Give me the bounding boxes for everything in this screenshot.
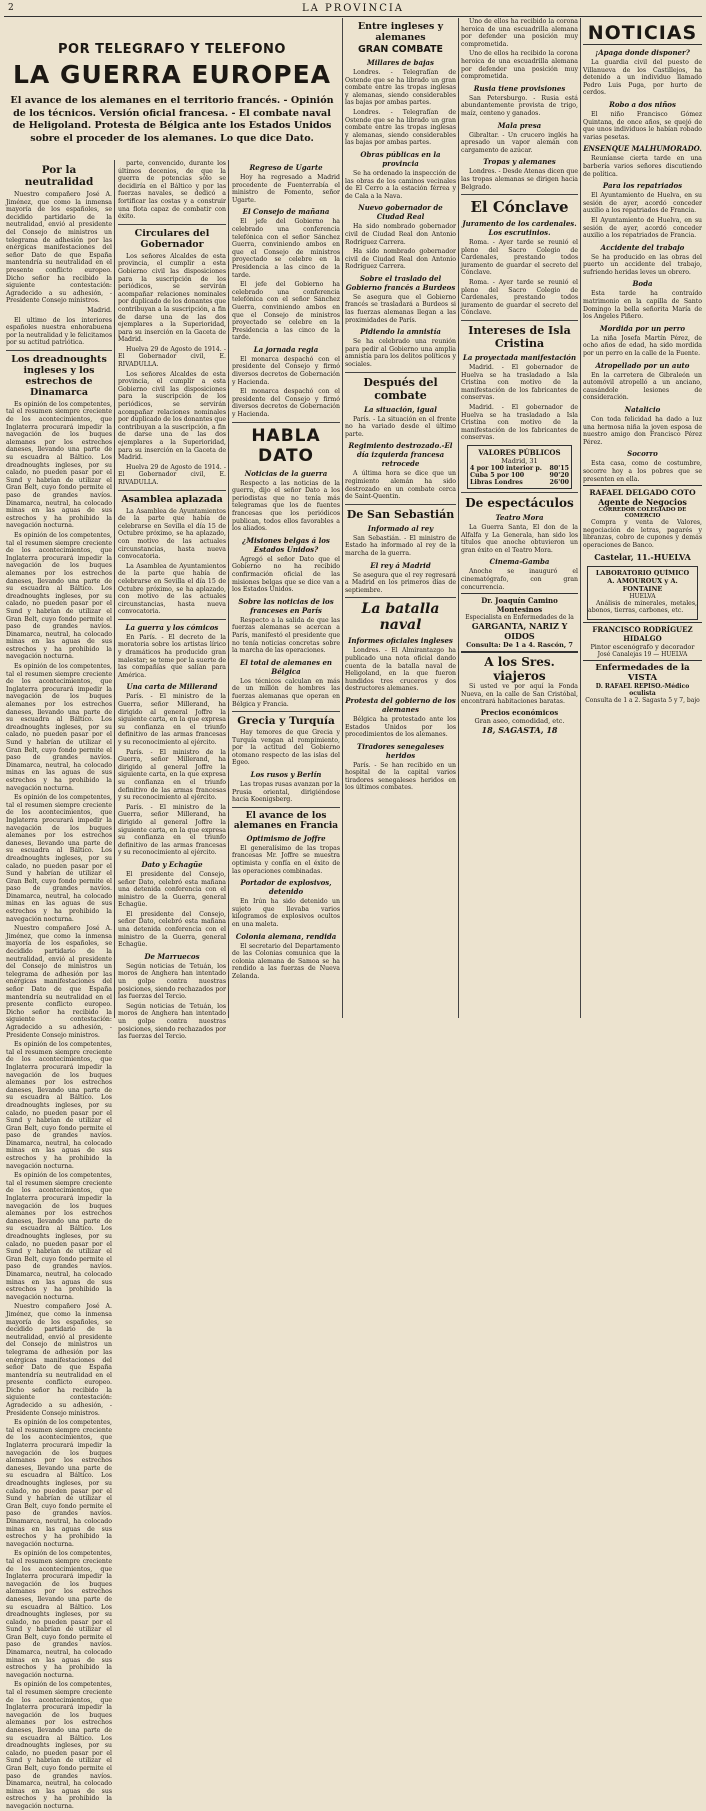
section-heading: Los dreadnoughts ingleses y los estrechos de Dinamarca bbox=[11, 353, 107, 398]
article-body: Es opinión de los competentes, tal el resumen siempre creciente de los acontecimientos, que Inglaterra procurará impedir la navegación de los buques alemanes por los estrechos daneses, llevando una parte de su escuadra al Báltico. Los dreadnoughts ingleses, por su calado, no pueden pasar por el Sund y habrían de utilizar el Gran Belt, cuyo fondo permite el paso de grandes navíos. Dinamarca, neutral, ha colocado minas en las aguas de sus estrechos y ha prohibido la navegación nocturna. bbox=[6, 1550, 112, 1679]
article-body: Anoche se inauguró el cinematógrafo, con gran concurrencia. bbox=[461, 568, 578, 591]
column-rule bbox=[228, 160, 229, 1018]
article-body: El generalísimo de las tropas francesas Mr. Joffre se muestra optimista y confía en el éxito de las operaciones combinadas. bbox=[232, 844, 340, 875]
ad-rafael bbox=[583, 485, 702, 563]
divider bbox=[232, 711, 340, 712]
section-heading: Atropellado por un auto bbox=[595, 360, 690, 370]
quote-label: 4 por 100 interior p. bbox=[470, 464, 542, 472]
article-body: Londres. - El Almirantazgo ha publicado una nota oficial dando cuenta de la batalla naval de Heligoland, en la que fueron hundidos tres cruceros y dos destructores alemanes. bbox=[345, 647, 456, 693]
ad-viajeros-addr: 18, SAGASTA, 18 bbox=[481, 724, 558, 735]
quote-row bbox=[470, 472, 569, 479]
ad-vista bbox=[583, 660, 702, 706]
article-body: Uno de ellos ha recibido la corona heroica de una escuadrilla alemana por defender una posición muy comprometida. bbox=[461, 18, 578, 48]
section-heading: De espectáculos bbox=[465, 495, 574, 510]
column-rule bbox=[114, 160, 115, 1018]
section-heading: La jornada regia bbox=[253, 344, 319, 354]
article-body: París. - El ministro de la Guerra, señor Millerand, ha dirigido al general Joffre la siguiente carta, en la que expresa su confianza en el triunfo definitivo de las armas francesas y su reconocimiento al ejército. bbox=[118, 803, 226, 857]
divider bbox=[345, 504, 456, 505]
section-heading: Informes oficiales ingleses bbox=[348, 636, 453, 646]
ad-rafael-sub: Agente de Negocios bbox=[598, 497, 687, 508]
article-body: La guardia civil del puesto de Villanueva de los Castillejos, ha detenido a un individuo llamado Pedro Luis Puga, por hurto de cerdos. bbox=[583, 59, 702, 97]
article-body: Londres. - Telegrafían de Ostende que se ha librado un gran combate entre las tropas inglesas y alemanas, siendo considerables las bajas por ambas partes. bbox=[345, 69, 456, 107]
article-body: En Irún ha sido detenido un sujeto que llevaba varios kilogramos de explosivos ocultos en una maleta. bbox=[232, 898, 340, 928]
column-4 bbox=[345, 18, 456, 1018]
quote-value: 90'20 bbox=[549, 471, 569, 479]
article-body: Es opinión de los competentes, tal el resumen siempre creciente de los acontecimientos, que Inglaterra procurará impedir la navegación de los buques alemanes por los estrechos daneses, llevando una parte de su escuadra al Báltico. Los dreadnoughts ingleses, por su calado, no pueden pasar por el Sund y habrían de utilizar el Gran Belt, cuyo fondo permite el paso de grandes navíos. Dinamarca, neutral, ha colocado minas en las aguas de sus estrechos y ha prohibido la navegación nocturna. bbox=[6, 400, 112, 530]
column-6 bbox=[583, 18, 702, 1018]
section-heading: De San Sebastián bbox=[346, 507, 455, 521]
article-body: El presidente del Consejo, señor Dato, celebró esta mañana una detenida conferencia con el ministro de la Guerra, general Echagüe. bbox=[118, 870, 226, 909]
article-body: Los técnicos calculan en más de un millón de hombres las fuerzas alemanas que operan en Bélgica y Francia. bbox=[232, 677, 340, 708]
quote-row bbox=[470, 479, 569, 486]
ad-doctor-spec: Especialista en Enfermedades de la bbox=[465, 614, 574, 622]
section-heading: ¡Apaga donde disponer? bbox=[595, 48, 690, 57]
section-heading: El rey á Madrid bbox=[370, 560, 431, 570]
section-heading: ¿Misiones belgas á los Estados Unidos? bbox=[242, 535, 330, 554]
article-body: San Sebastián. - El ministro de Estado ha informado al rey de la marcha de la guerra. bbox=[345, 534, 456, 557]
article-body: El niño Francisco Gómez Quintana, de once años, se quejó de que unos individuos le habían robado varias pesetas. bbox=[583, 110, 702, 141]
article-body: Bélgica ha protestado ante los Estados Unidos por los procedimientos de los alemanes. bbox=[345, 715, 456, 739]
ad-vista-doctor: D. RAFAEL REPISO.-Médico oculista bbox=[595, 682, 690, 697]
ad-doctor-hours: Consulta: De 1 a 4. Rascón, 7 bbox=[466, 641, 573, 650]
article-body: Según noticias de Tetuán, los moros de Anghera han intentado un golpe contra nuestras posiciones, siendo rechazados por las fuerzas del Tercio. bbox=[118, 1002, 226, 1041]
article-body: Es opinión de los competentes, tal el resumen siempre creciente de los acontecimientos, que Inglaterra procurará impedir la navegación de los buques alemanes por los estrechos daneses, llevando una parte de su escuadra al Báltico. Los dreadnoughts ingleses, por su calado, no pueden pasar por el Sund y habrían de utilizar el Gran Belt, cuyo fondo permite el paso de grandes navíos. Dinamarca, neutral, ha colocado minas en las aguas de sus estrechos y ha prohibido la navegación nocturna. bbox=[6, 663, 112, 792]
quotes-place: Madrid, 31 bbox=[501, 456, 538, 465]
section-heading: Los rusos y Berlín bbox=[250, 770, 322, 780]
article-body: Se ha producido en las obras del puerto un accidente del trabajo, sufriendo heridas leves un obrero. bbox=[583, 253, 702, 276]
article-body: Madrid. - El gobernador de Huelva se ha trasladado a Isla Cristina con motivo de la manifestación de los fabricantes de conservas. bbox=[461, 364, 578, 402]
ad-francisco-addr: José Canalejas 19 — HUELVA bbox=[597, 650, 688, 658]
article-body: Agregó el señor Dato que el Gobierno no ha recibido confirmación oficial de las misiones belgas que se dice van a los Estados Unidos. bbox=[232, 555, 340, 594]
article-body: En París. - El decreto de la moratoria sobre los artistas lírico y dramáticos ha producido gran malestar; se teme por la suerte de las compañías que salían para América. bbox=[118, 633, 226, 679]
section-heading: El total de alemanes en Bélgica bbox=[239, 657, 333, 676]
section-heading: Informado al rey bbox=[367, 523, 434, 533]
article-body: París. - El ministro de la Guerra, señor Millerand, ha dirigido al general Joffre la siguiente carta, en la que expresa su confianza en el triunfo definitivo de las armas francesas y su reconocimiento al ejército. bbox=[118, 693, 226, 746]
article-body: París. - La situación en el frente no ha variado desde el último parte. bbox=[345, 415, 456, 438]
article-body: Es opinión de los competentes, tal el resumen siempre creciente de los acontecimientos, que Inglaterra procurará impedir la navegación de los buques alemanes por los estrechos daneses, llevando una parte de su escuadra al Báltico. Los dreadnoughts ingleses, por su calado, no pueden pasar por el Sund y habrían de utilizar el Gran Belt, cuyo fondo permite el paso de grandes navíos. Dinamarca, neutral, ha colocado minas en las aguas de sus estrechos y ha prohibido la navegación nocturna. bbox=[6, 1041, 112, 1170]
article-body: Es opinión de los competentes, tal el resumen siempre creciente de los acontecimientos, que Inglaterra procurará impedir la navegación de los buques alemanes por los estrechos daneses, llevando una parte de su escuadra al Báltico. Los dreadnoughts ingleses, por su calado, no pueden pasar por el Sund y habrían de utilizar el Gran Belt, cuyo fondo permite el paso de grandes navíos. Dinamarca, neutral, ha colocado minas en las aguas de sus estrechos y ha prohibido la navegación nocturna. bbox=[6, 1419, 112, 1548]
section-heading: Grecia y Turquía bbox=[237, 715, 335, 728]
ad-vista-hours: Consulta de 1 a 2. Sagasta 5 y 7, bajo bbox=[585, 696, 700, 704]
article-body: Los señores Alcaldes de esta provincia, el cumplir a esta Gobierno civil las disposiciones para la suscripción de los periódicos, se servirán acompañar relaciones nominales por duplicado de los donantes que contribuyan a la suscripción, a fin de darse una de las dos ejemplares a la Superioridad, para su inserción en la Gaceta de Madrid. bbox=[118, 252, 226, 344]
ad-doctor bbox=[461, 593, 578, 652]
section-heading: Regimiento destrozado.-El día izquierda francesa retrocede bbox=[348, 441, 453, 469]
ad-doctor-spec2: GARGANTA, NARIZ Y OIDOS bbox=[471, 621, 568, 642]
article-date: Huelva 29 de Agosto de 1914. - El Gobernador civil, E. RIVADULLA. bbox=[118, 463, 226, 486]
section-heading: GRAN COMBATE bbox=[357, 44, 444, 55]
article-body: Gibraltar. - Un crucero inglés ha apresado un vapor alemán con cargamento de azúcar. bbox=[461, 131, 578, 154]
section-heading: Boda bbox=[632, 279, 653, 289]
article-body: La niña Josefa Martín Pérez, de ocho años de edad, ha sido mordida por un perro en la calle de la Fuente. bbox=[583, 334, 702, 358]
article-body: Se ha ordenado la inspección de las obras de los caminos vecinales de El Cerro a la estación férrea y de Cala a la Nava. bbox=[345, 169, 456, 200]
article-body: París. - Se han recibido en un hospital de la capital varios tiradores senegaleses heridos en los últimos combates. bbox=[345, 761, 456, 792]
section-heading: Cinema-Gamba bbox=[489, 557, 550, 567]
article-body: El secretario del Departamento de las Colonias comunica que la colonia alemana de Samoa se ha rendido a las fuerzas de Nueva Zelanda. bbox=[232, 942, 340, 980]
article-body: Con toda felicidad ha dado a luz una hermosa niña la joven esposa de nuestro amigo don Francisco Pérez Pérez. bbox=[583, 416, 702, 446]
page-number: 2 bbox=[8, 3, 14, 13]
stock-quotes-box bbox=[467, 445, 572, 489]
article-body: La Guerra Santa, El don de la Alfalfa y La Generala, han sido los títulos que anoche obtuvieron un gran éxito en el Teatro Mora. bbox=[461, 523, 578, 554]
ad-francisco-sub: Pintor escenógrafo y decorador bbox=[590, 642, 695, 651]
article-body: Esta tarde ha contraído matrimonio en la capilla de Santo Domingo la bella señorita María de los Angeles Piñero. bbox=[583, 290, 702, 321]
section-heading: Protesta del gobierno de los alemanes bbox=[345, 695, 456, 714]
section-heading: Portador de explosivos, detenido bbox=[240, 878, 332, 897]
section-heading: Rusia tiene provisiones bbox=[473, 83, 566, 93]
newspaper-title: LA PROVINCIA bbox=[301, 3, 405, 14]
ad-rafael-addr: Castelar, 11.-HUELVA bbox=[594, 551, 691, 562]
ad-viajeros-title: A los Sres. viajeros bbox=[484, 655, 555, 684]
newspaper-page bbox=[4, 2, 702, 1810]
column-rule bbox=[458, 18, 459, 1018]
masthead bbox=[4, 2, 702, 17]
article-body: Es opinión de los competentes, tal el resumen siempre creciente de los acontecimientos, que Inglaterra procurará impedir la navegación de los buques alemanes por los estrechos daneses, llevando una parte de su escuadra al Báltico. Los dreadnoughts ingleses, por su calado, no pueden pasar por el Sund y habrían de utilizar el Gran Belt, cuyo fondo permite el paso de grandes navíos. Dinamarca, neutral, ha colocado minas en las aguas de sus estrechos y ha prohibido la navegación nocturna. bbox=[6, 1681, 112, 1810]
article-body: El jefe del Gobierno ha celebrado una conferencia telefónica con el señor Sánchez Guerra, conviniendo ambos en que el Consejo de ministros proyectado se celebre en la Presidencia a las cinco de la tarde. bbox=[232, 281, 340, 342]
article-body: La Asamblea de Ayuntamientos de la parte que había de celebrarse en Sevilla el día 15 de Octubre próximo, se ha aplazado, con motivo de las actuales circunstancias, hasta nueva convocatoria. bbox=[118, 562, 226, 616]
article-body: Nuestro compañero José A. Jiménez, que como la inmensa mayoría de los españoles, se decidido partidario de la neutralidad, envió al presidente del Consejo de ministros un telegrama de adhesión por las enérgicas manifestaciones del señor Dato de que España mantendría su neutralidad en el presente conflicto europeo. Dicho señor ha recibido la siguiente contestación: Agradecido a su adhesión, - Presidente Consejo ministros. bbox=[6, 191, 112, 305]
lead-story-header bbox=[4, 20, 340, 158]
section-heading: Por la neutralidad bbox=[24, 164, 94, 188]
section-heading: Optimismo de Joffre bbox=[246, 833, 326, 843]
section-heading: Para los repatriados bbox=[602, 181, 683, 191]
divider bbox=[461, 194, 578, 195]
lead-deck: El avance de los alemanes en el territorio francés. - Opinión de los técnicos. Versión oficial francesa. - El combate naval de Heligoland. Protesta de Bélgica ante los Estados Unidos sobre el proceder de los alemanes. Lo que dice Dato. bbox=[10, 95, 334, 144]
section-heading: Mala presa bbox=[497, 120, 542, 130]
article-body: A última hora se dice que un regimiento alemán ha sido destrozado en un combate cerca de Saint-Quentin. bbox=[345, 470, 456, 501]
section-heading: Pidiendo la amnistía bbox=[360, 327, 441, 337]
lead-headline: LA GUERRA EUROPEA bbox=[12, 60, 332, 89]
article-body: Uno de ellos ha recibido la corona heroica de una escuadrilla alemana por defender una posición muy comprometida. bbox=[461, 50, 578, 81]
ad-doctor-name: Dr. Joaquín Camino Montesinos bbox=[481, 596, 558, 615]
article-body: Según noticias de Tetuán, los moros de Anghera han intentado un golpe contra nuestras posiciones, siendo rechazados por las fuerzas del Tercio. bbox=[118, 962, 226, 1001]
divider bbox=[232, 807, 340, 808]
ad-rafael-body: Compra y venta de Valores, negociación de letras, pagarés y libranzas, cobro de cupones y demás operaciones de Banco. bbox=[583, 519, 702, 549]
ad-rafael-sub2: CORREDOR COLEGIADO DE COMERCIO bbox=[598, 507, 687, 520]
article-body: parte, convencido, durante los últimos decenios, de que la guerra de potencias sólo se decidiría en el Báltico y por las fuerzas navales, se dedicó a fortificar las costas y a construir una flota capaz de combatir con éxito. bbox=[118, 160, 226, 221]
section-heading: El avance de los alemanes en Francia bbox=[233, 810, 339, 831]
section-heading: Robo a dos niños bbox=[609, 99, 676, 109]
article-body: Reuníanse cierta tarde en una barbería varios señores discutiendo de política. bbox=[583, 155, 702, 178]
article-body: El monarca despachó con el presidente del Consejo y firmó diversos decretos de Gobernación y Hacienda. bbox=[232, 388, 340, 419]
section-heading: Intereses de Isla Cristina bbox=[468, 324, 571, 351]
section-heading: La proyectada manifestación bbox=[462, 353, 577, 363]
section-heading-large: HABLA DATO bbox=[251, 425, 321, 466]
section-heading: Sobre las noticias de los franceses en París bbox=[238, 596, 334, 615]
section-heading: La guerra y los cómicos bbox=[125, 622, 219, 632]
divider bbox=[118, 490, 226, 491]
article-date: Huelva 29 de Agosto de 1914. - El Gobernador civil, E. RIVADULLA. bbox=[118, 345, 226, 369]
divider bbox=[345, 372, 456, 373]
article-body: El Ayuntamiento de Huelva, en su sesión de ayer, acordó conceder auxilio a los repatriados de Francia. bbox=[583, 216, 702, 240]
ad-francisco-name: FRANCISCO RODRÍGUEZ HIDALGO bbox=[592, 624, 693, 643]
section-heading: Teatro Mora bbox=[495, 512, 544, 522]
article-body: París. - El ministro de la Guerra, señor Millerand, ha dirigido al general Joffre la siguiente carta, en la que expresa su confianza en el triunfo definitivo de las armas francesas y su reconocimiento al ejército. bbox=[118, 748, 226, 802]
article-body: Hoy ha regresado a Madrid procedente de Fuenterrabía el ministro de Fomento, señor Ugarte. bbox=[232, 174, 340, 204]
ad-viajeros-prices: Precios económicos bbox=[480, 707, 559, 717]
column-3 bbox=[232, 160, 340, 1018]
section-heading: Millares de bajas bbox=[366, 58, 434, 67]
quotes-list bbox=[470, 465, 569, 486]
section-heading: Tropas y alemanes bbox=[483, 157, 556, 167]
article-body: Las tropas rusas avanzan por la Prusia oriental, dirigiéndose hacia Koenigsberg. bbox=[232, 781, 340, 804]
section-heading: Colonia alemana, rendida bbox=[235, 931, 337, 941]
divider bbox=[232, 422, 340, 423]
section-heading: Regreso de Ugarte bbox=[249, 163, 323, 172]
ad-viajeros-body: Si usted ve por aquí la Fonda Nueva, en la calle de San Cristóbal, encontrará habitaciones baratas. bbox=[461, 683, 578, 706]
article-body: El jefe del Gobierno ha celebrado una conferencia telefónica con el señor Sánchez Guerra, conviniendo ambos en que el Consejo de ministros proyectado se celebre en la Presidencia a las cinco de la tarde. bbox=[232, 218, 340, 279]
article-body: El ultimo de los interiores españoles nuestra enhorabuena por la neutralidad y le felicitamos por su actitud patriótica. bbox=[6, 316, 112, 347]
section-heading: Mordida por un perro bbox=[599, 323, 686, 333]
article-body: Los señores Alcaldes de esta provincia, el cumplir a esta Gobierno civil las disposiciones para la suscripción de los periódicos, se servirán acompañar relaciones nominales por duplicado de los donantes que contribuyan a la suscripción, a fin de darse una de las dos ejemplares a la Superioridad, para su inserción en la Gaceta de Madrid. bbox=[118, 370, 226, 462]
ad-lab-place: HUELVA bbox=[629, 592, 656, 600]
ad-viajeros bbox=[461, 652, 578, 737]
lead-kicker: POR TELEGRAFO Y TELEFONO bbox=[58, 42, 286, 57]
article-body: Ha sido nombrado gobernador civil de Ciudad Real don Antonio Rodríguez Carrera. bbox=[345, 248, 456, 271]
quote-row bbox=[470, 465, 569, 472]
article-body: Respecto a la salida de que las fuerzas alemanas se acercan a París, manifestó el presidente que no tenía noticias concretas sobre la marcha de las operaciones. bbox=[232, 616, 340, 655]
section-heading: Tiradores senegaleses heridos bbox=[357, 741, 444, 760]
ad-rafael-name: RAFAEL DELGADO COTO bbox=[589, 488, 696, 498]
section-heading: El Consejo de mañana bbox=[242, 207, 330, 217]
section-heading: ENSENQUE MALHUMORADO. bbox=[583, 144, 702, 154]
ad-francisco bbox=[583, 622, 702, 660]
divider bbox=[461, 492, 578, 493]
section-heading-large: El Cónclave bbox=[470, 198, 569, 217]
article-body: Ha sido nombrado gobernador civil de Ciudad Real don Antonio Rodríguez Carrera. bbox=[345, 223, 456, 246]
section-heading: La situación, igual bbox=[364, 404, 437, 414]
section-heading: Dato y Echagüe bbox=[141, 859, 203, 869]
divider bbox=[6, 350, 112, 351]
column-rule bbox=[342, 18, 343, 1018]
divider bbox=[118, 224, 226, 225]
article-body: Se ha celebrado una reunión para pedir al Gobierno una amplia amnistía para los delitos políticos y sociales. bbox=[345, 338, 456, 369]
noticias-title: NOTICIAS bbox=[583, 22, 702, 45]
divider bbox=[461, 320, 578, 321]
section-heading: Noticias de la guerra bbox=[244, 468, 328, 478]
divider bbox=[118, 619, 226, 620]
article-body: Roma. - Ayer tarde se reunió el pleno del Sacro Colegio de Cardenales, prestando todos juramento de guardar el secreto del Cónclave. bbox=[461, 279, 578, 317]
column-rule bbox=[580, 18, 581, 1018]
section-heading: Juramento de los cardenales. Los escrutinios. bbox=[462, 219, 577, 238]
ad-vista-title: Enfermedades de la VISTA bbox=[595, 662, 690, 683]
column-5 bbox=[461, 18, 578, 1018]
article-body: Se asegura que el rey regresará a Madrid en los primeros días de septiembre. bbox=[345, 571, 456, 594]
article-body: Roma. - Ayer tarde se reunió el pleno del Sacro Colegio de Cardenales, prestando todos juramento de guardar el secreto del Cónclave. bbox=[461, 239, 578, 277]
article-body: El presidente del Consejo, señor Dato, celebró esta mañana una detenida conferencia con el ministro de la Guerra, general Echagüe. bbox=[118, 910, 226, 949]
article-body: Se asegura que el Gobierno francés se trasladará a Burdeos si las fuerzas alemanas llegan a las proximidades de París. bbox=[345, 293, 456, 324]
quote-label: Libras Londres bbox=[470, 478, 523, 486]
article-body: Madrid. - El gobernador de Huelva se ha trasladado a Isla Cristina con motivo de la manifestación de los fabricantes de conservas. bbox=[461, 404, 578, 442]
article-body: San Petersburgo. - Rusia está abundantemente provista de trigo, maíz, centeno y ganados. bbox=[461, 94, 578, 117]
article-body: Es opinión de los competentes, tal el resumen siempre creciente de los acontecimientos, que Inglaterra procurará impedir la navegación de los buques alemanes por los estrechos daneses, llevando una parte de su escuadra al Báltico. Los dreadnoughts ingleses, por su calado, no pueden pasar por el Sund y habrían de utilizar el Gran Belt, cuyo fondo permite el paso de grandes navíos. Dinamarca, neutral, ha colocado minas en las aguas de sus estrechos y ha prohibido la navegación nocturna. bbox=[6, 531, 112, 661]
section-heading: Una carta de Millerand bbox=[126, 682, 218, 692]
quotes-title: VALORES PÚBLICOS bbox=[478, 447, 561, 457]
article-body: Nuestro compañero José A. Jiménez, que como la inmensa mayoría de los españoles, se decidido partidario de la neutralidad, envió al presidente del Consejo de ministros un telegrama de adhesión por las enérgicas manifestaciones del señor Dato de que España mantendría su neutralidad en el presente conflicto europeo. Dicho señor ha recibido la siguiente contestación: Agradecido a su adhesión, - Presidente Consejo ministros. bbox=[6, 1303, 112, 1417]
section-heading: Obras públicas en la provincia bbox=[360, 149, 441, 168]
article-body: Londres. - Desde Atenas dicen que las tropas alemanas se dirigen hacia Belgrado. bbox=[461, 168, 578, 191]
section-heading: Circulares del Gobernador bbox=[134, 227, 210, 250]
section-heading-large: La batalla naval bbox=[361, 601, 440, 634]
column-1 bbox=[6, 160, 112, 1810]
section-heading: Asamblea aplazada bbox=[121, 493, 223, 505]
article-body: Hay temores de que Grecia y Turquía vengan al rompimiento, por la actitud del Gobierno otomano respecto de las islas del Egeo. bbox=[232, 729, 340, 767]
section-heading: Socorro bbox=[627, 449, 658, 459]
article-body: El Ayuntamiento de Huelva, en su sesión de ayer, acordó conceder auxilio a los repatriados de Francia. bbox=[583, 192, 702, 215]
ad-lab-body: Análisis de minerales, metales, abonos, tierras, carbones, etc. bbox=[588, 599, 697, 615]
section-heading: Después del combate bbox=[363, 375, 438, 402]
column-2 bbox=[118, 160, 226, 1041]
ad-lab-names: A. AMOUROUX y A. FONTAINE bbox=[607, 576, 678, 593]
section-heading: Nuevo gobernador de Ciudad Real bbox=[358, 203, 443, 222]
article-signature: Madrid. bbox=[87, 306, 112, 314]
article-body: Londres. - Telegrafían de Ostende que se ha librado un gran combate entre las tropas inglesas y alemanas, siendo considerables las bajas por ambas partes. bbox=[345, 108, 456, 147]
article-body: Es opinión de los competentes, tal el resumen siempre creciente de los acontecimientos, que Inglaterra procurará impedir la navegación de los buques alemanes por los estrechos daneses, llevando una parte de su escuadra al Báltico. Los dreadnoughts ingleses, por su calado, no pueden pasar por el Sund y habrían de utilizar el Gran Belt, cuyo fondo permite el paso de grandes navíos. Dinamarca, neutral, ha colocado minas en las aguas de sus estrechos y ha prohibido la navegación nocturna. bbox=[6, 1172, 112, 1301]
quote-value: 26'00 bbox=[549, 478, 569, 486]
ad-lab-title: LABORATORIO QUÍMICO bbox=[595, 568, 690, 577]
article-body: Esta casa, como de costumbre, socorre hoy a los pobres que se presenten en ella. bbox=[583, 460, 702, 483]
divider bbox=[345, 597, 456, 598]
section-heading: Natalicio bbox=[624, 405, 661, 414]
section-heading: Accidente del trabajo bbox=[600, 242, 685, 252]
article-body: Es opinión de los competentes, tal el resumen siempre creciente de los acontecimientos, que Inglaterra procurará impedir la navegación de los buques alemanes por los estrechos daneses, llevando una parte de su escuadra al Báltico. Los dreadnoughts ingleses, por su calado, no pueden pasar por el Sund y habrían de utilizar el Gran Belt, cuyo fondo permite el paso de grandes navíos. Dinamarca, neutral, ha colocado minas en las aguas de sus estrechos y ha prohibido la navegación nocturna. bbox=[6, 794, 112, 923]
quote-label: Cuba 5 por 100 bbox=[470, 471, 525, 479]
ad-viajeros-extra: Gran aseo, comodidad, etc. bbox=[474, 716, 565, 725]
article-body: En la carretera de Gibraleón un automóvil atropelló a un anciano, causándole lesiones de consideración. bbox=[583, 371, 702, 402]
section-heading: De Marruecos bbox=[144, 951, 200, 961]
article-body: La Asamblea de Ayuntamientos de la parte que había de celebrarse en Sevilla el día 15 de Octubre próximo, se ha aplazado, con motivo de las actuales circunstancias, hasta nueva convocatoria. bbox=[118, 507, 226, 561]
article-body: Nuestro compañero José A. Jiménez, que como la inmensa mayoría de los españoles, se decidido partidario de la neutralidad, envió al presidente del Consejo de ministros un telegrama de adhesión por las enérgicas manifestaciones del señor Dato de que España mantendría su neutralidad en el presente conflicto europeo. Dicho señor ha recibido la siguiente contestación: Agradecido a su adhesión, - Presidente Consejo ministros. bbox=[6, 925, 112, 1039]
ad-laboratorio bbox=[587, 566, 698, 620]
section-heading: Entre ingleses y alemanes bbox=[357, 21, 444, 43]
article-body: Respecto a las noticias de la guerra, dijo el señor Dato a los periodistas que no tenía más telegramas que los de fuentes francesas que los periódicos publican, todos ellos favorables a los aliados. bbox=[232, 479, 340, 533]
section-heading: Sobre el traslado del Gobierno francés a Burdeos bbox=[345, 273, 456, 292]
article-body: El monarca despachó con el presidente del Consejo y firmó diversos decretos de Gobernación y Hacienda. bbox=[232, 355, 340, 386]
quote-value: 80'15 bbox=[549, 464, 569, 472]
